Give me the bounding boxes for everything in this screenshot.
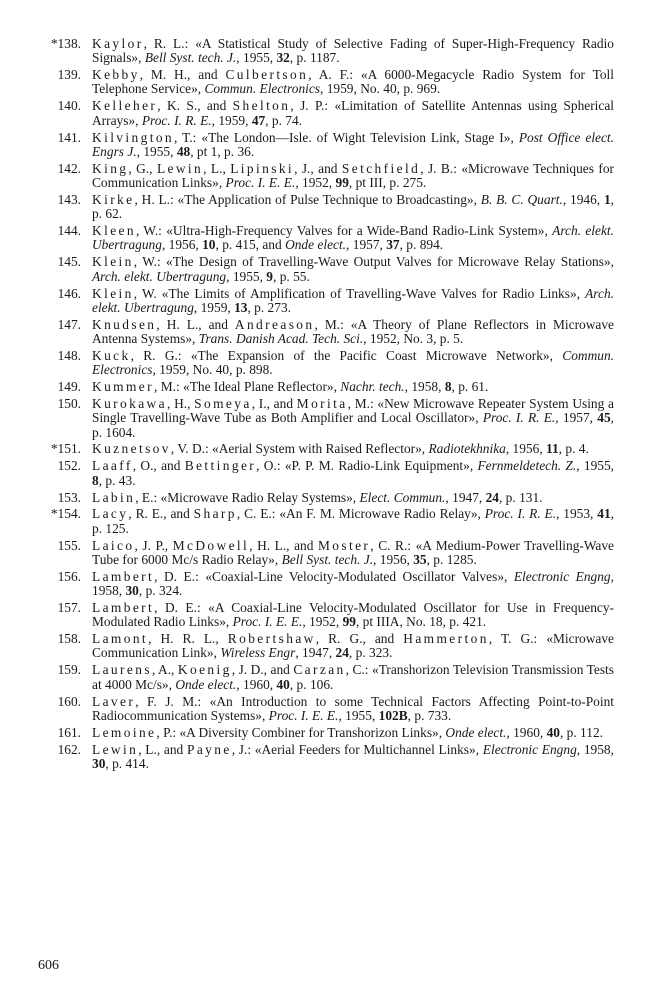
- volume-number: 13: [234, 299, 248, 315]
- publication-title: Electronic Engng: [513, 568, 611, 584]
- reference-number: 152.: [57, 458, 81, 474]
- reference-text: , K. S., and: [157, 98, 233, 114]
- author-name: Kurokawa: [92, 395, 167, 411]
- publication-title: Arch. elekt. Ubertragung: [92, 223, 614, 253]
- reference-text: , 1960,: [236, 676, 277, 692]
- author-name: Lamont: [92, 631, 149, 647]
- reference-text: , R. G.: «The Expansion of the Pacific Coast Microwave Network»,: [130, 347, 563, 363]
- publication-title: Proc. I. E. E.: [225, 175, 296, 191]
- author-name: McDowell: [172, 537, 250, 553]
- reference-entry: [38, 349, 614, 378]
- author-name: Knudsen: [92, 316, 157, 332]
- author-name: Kummer: [92, 379, 154, 395]
- reference-text: , J. B.: «Microwave Techniques for Communication Links»,: [92, 160, 614, 191]
- reference-number: 146.: [57, 285, 81, 301]
- reference-text: , p. 733.: [407, 707, 452, 723]
- publication-title: Bell Syst. tech. J.: [281, 551, 374, 567]
- reference-text: , V. D.: «Aerial System with Raised Reflector»,: [170, 441, 429, 457]
- volume-number: 99: [342, 614, 356, 630]
- author-name: Laurens: [92, 662, 152, 678]
- reference-text: , 1959,: [211, 112, 252, 128]
- reference-text: , D. E.: «Coaxial-Line Velocity-Modulated Oscillator Valves»,: [154, 568, 514, 584]
- reference-text: , W. «The Limits of Amplification of Travelling-Wave Valves for Radio Links»,: [133, 285, 586, 301]
- reference-entry: [38, 570, 614, 599]
- author-name: Robertshaw: [227, 631, 316, 647]
- volume-number: 40: [546, 724, 560, 740]
- author-name: Laver: [92, 693, 136, 709]
- page-number: 606: [38, 958, 59, 973]
- reference-number: 153.: [57, 489, 81, 505]
- author-name: Moster: [317, 537, 371, 553]
- author-name: King: [92, 160, 129, 176]
- author-name: Kirke: [92, 191, 135, 207]
- reference-text: , T. G.: «Microwave Communication Link»,: [92, 631, 614, 661]
- volume-number: 32: [276, 50, 290, 66]
- reference-entry: [38, 224, 614, 253]
- author-name: Payne: [186, 741, 232, 757]
- volume-number: 24: [485, 489, 499, 505]
- reference-entry: [38, 99, 614, 128]
- reference-text: , J., and: [294, 160, 342, 176]
- reference-text: , 1959, No. 40, p. 969.: [320, 81, 441, 97]
- reference-number: 162.: [57, 741, 81, 757]
- author-name: Bettinger: [184, 458, 257, 474]
- reference-text: , 1957,: [555, 410, 598, 426]
- reference-list: [38, 37, 614, 771]
- author-name: Lambert: [92, 568, 155, 584]
- reference-text: , J.: «Aerial Feeders for Multichannel Links»,: [231, 741, 483, 757]
- reference-number: 155.: [57, 537, 81, 553]
- reference-number: 157.: [57, 599, 81, 615]
- publication-title: Radiotekhnika: [428, 441, 506, 457]
- reference-entry: [38, 193, 614, 222]
- reference-text: , J. P.,: [134, 537, 173, 553]
- author-name: Laaff: [92, 458, 133, 474]
- reference-text: , pt III, p. 275.: [348, 175, 427, 191]
- volume-number: 8: [92, 472, 99, 488]
- reference-text: , H. L., and: [249, 537, 318, 553]
- author-name: Laico: [92, 537, 135, 553]
- reference-text: , M.: «New Microwave Repeater System Using a Single Travelling-Wave Tube as Both Amplifier and Local Oscillator»,: [92, 395, 614, 426]
- author-name: Lewin: [92, 741, 139, 757]
- reference-text: , C. R.: «A Medium-Power Travelling-Wave Tube for 6000 Mc/s Radio Relay»,: [92, 537, 615, 567]
- reference-number: 141.: [57, 129, 81, 145]
- volume-number: 1: [603, 191, 611, 207]
- reference-text: , p. 273.: [247, 299, 291, 315]
- reference-text: , p. 131.: [498, 489, 543, 505]
- publication-title: Onde elect.: [445, 724, 507, 740]
- publication-title: Proc. I. E. E.: [232, 614, 303, 630]
- reference-number: *154.: [50, 506, 81, 522]
- reference-text: , O., and: [132, 458, 185, 474]
- reference-number: 145.: [57, 254, 81, 270]
- reference-text: , 1947,: [445, 489, 486, 505]
- publication-title: Proc. I. R. E.: [482, 410, 556, 426]
- author-name: Kebby: [92, 67, 140, 83]
- reference-entry: [38, 37, 614, 66]
- publication-title: Onde elect.: [285, 237, 347, 253]
- reference-text: , 1958,: [404, 379, 445, 395]
- reference-text: , 1956,: [373, 551, 414, 567]
- reference-text: , L., and: [138, 741, 187, 757]
- publication-title: Arch. elekt. Ubertragung: [92, 268, 227, 284]
- volume-number: 10: [202, 237, 216, 253]
- reference-text: , C.: «Transhorizon Television Transmission Tests at 4000 Mc/s»,: [92, 662, 614, 692]
- reference-text: , R. E., and: [128, 506, 194, 522]
- author-name: Lambert: [92, 599, 155, 615]
- volume-number: 37: [386, 237, 400, 253]
- reference-text: , M.: «The Ideal Plane Reflector»,: [154, 379, 341, 395]
- publication-title: Bell Syst. tech. J.: [144, 50, 237, 66]
- author-name: Hammerton: [403, 631, 489, 647]
- reference-text: , p. 1604.: [92, 410, 615, 440]
- reference-entry: [38, 695, 614, 724]
- author-name: Lipinski: [230, 160, 295, 176]
- publication-title: Proc. I. E. E.: [268, 707, 339, 723]
- volume-number: 35: [413, 551, 427, 567]
- reference-entry: [38, 131, 614, 160]
- author-name: Kaylor: [92, 36, 144, 51]
- reference-text: , F. J. M.: «An Introduction to some Technical Factors Affecting Point-to-Point Radiocommunication Systems»,: [92, 693, 614, 723]
- reference-text: , p. 415, and: [215, 237, 286, 253]
- reference-entry: [38, 507, 614, 536]
- volume-number: 8: [444, 379, 452, 395]
- reference-text: , 1960,: [506, 724, 547, 740]
- author-name: Shelton: [232, 98, 291, 114]
- reference-text: , M.: «A Theory of Plane Reflectors in Microwave Antenna Systems»,: [92, 316, 615, 346]
- publication-title: Nachr. tech.: [340, 379, 405, 395]
- volume-number: 11: [546, 441, 559, 457]
- reference-entry: [38, 632, 614, 661]
- reference-number: *138.: [50, 36, 81, 51]
- author-name: Lemoine: [92, 724, 157, 740]
- reference-text: , 1947,: [295, 645, 336, 661]
- reference-text: , O.: «P. P. M. Radio-Link Equipment»,: [256, 458, 478, 474]
- volume-number: 24: [335, 645, 349, 661]
- author-name: Kuznetsov: [92, 441, 171, 457]
- publication-title: Post Office elect. Engrs J.: [92, 129, 614, 159]
- author-name: Klein: [92, 285, 134, 301]
- reference-text: , I., and: [251, 395, 297, 411]
- publication-title: Wireless Engr: [220, 645, 296, 661]
- reference-entry: [38, 459, 614, 488]
- reference-entry: [38, 397, 614, 440]
- reference-number: 142.: [57, 160, 81, 176]
- volume-number: 41: [597, 506, 611, 522]
- reference-text: , J. P.: «Limitation of Satellite Antennas using Spherical Arrays»,: [92, 98, 615, 128]
- reference-text: , 1959,: [193, 299, 235, 315]
- reference-entry: [38, 162, 614, 191]
- author-name: Someya: [194, 395, 252, 411]
- reference-number: 139.: [57, 67, 81, 83]
- reference-number: 148.: [57, 347, 81, 363]
- reference-text: , 1955,: [338, 707, 379, 723]
- reference-text: , P.: «A Diversity Combiner for Transhorizon Links»,: [156, 724, 446, 740]
- reference-text: , 1955,: [136, 143, 177, 159]
- reference-text: , H. L., and: [156, 316, 235, 332]
- reference-text: , A.,: [151, 662, 178, 678]
- author-name: Carzan: [293, 662, 346, 678]
- author-name: Lacy: [92, 506, 129, 522]
- reference-text: , C. E.: «An F. M. Microwave Radio Relay»,: [236, 506, 485, 522]
- reference-text: , H.,: [166, 395, 195, 411]
- author-name: Kelleher: [92, 98, 158, 114]
- reference-text: , G.,: [128, 160, 157, 176]
- publication-title: Proc. I. R. E.: [141, 112, 212, 128]
- reference-entry: [38, 539, 614, 568]
- publication-title: Commun. Electronics: [92, 347, 614, 378]
- reference-text: , 1952,: [295, 175, 336, 191]
- reference-text: , 1952,: [302, 614, 343, 630]
- reference-number: 149.: [57, 379, 81, 395]
- reference-entry: [38, 726, 614, 740]
- reference-entry: [38, 491, 614, 505]
- publication-title: Arch. elekt. Ubertragung: [92, 285, 614, 315]
- reference-text: , p. 106.: [289, 676, 334, 692]
- reference-text: , p. 61.: [451, 379, 489, 395]
- volume-number: 30: [92, 755, 106, 771]
- reference-text: , 1956,: [505, 441, 547, 457]
- publication-title: Commun. Electronics: [204, 81, 321, 97]
- reference-text: , D. E.: «A Coaxial-Line Velocity-Modulated Oscillator for Use in Frequency-Modulated Radio Links»,: [92, 599, 614, 630]
- volume-number: 47: [251, 112, 266, 128]
- author-name: Culbertson: [225, 67, 309, 83]
- publication-title: Trans. Danish Acad. Tech. Sci.: [198, 330, 364, 346]
- volume-number: 102B: [378, 707, 408, 723]
- reference-text: , 1953,: [556, 506, 598, 522]
- reference-text: , 1958,: [576, 741, 614, 757]
- reference-number: 144.: [57, 223, 81, 239]
- reference-number: 158.: [57, 631, 81, 647]
- author-name: Morita: [296, 395, 348, 411]
- reference-entry: [38, 68, 614, 97]
- reference-text: , H. L.: «The Application of Pulse Technique to Broadcasting»,: [134, 191, 481, 207]
- reference-text: , 1952, No. 3, p. 5.: [363, 330, 464, 346]
- reference-text: , W.: «Ultra-High-Frequency Valves for a Wide-Band Radio-Link System»,: [135, 223, 553, 239]
- volume-number: 48: [176, 143, 191, 159]
- author-name: Andreason: [234, 316, 315, 332]
- reference-text: , A. F.: «A 6000-Megacycle Radio System for Toll Telephone Service»,: [92, 67, 614, 97]
- reference-text: , p. 1285.: [426, 551, 477, 567]
- reference-text: , p. 323.: [348, 645, 393, 661]
- author-name: Lewin: [156, 160, 204, 176]
- reference-entry: [38, 287, 614, 316]
- reference-text: , 1955,: [226, 268, 267, 284]
- reference-text: , 1955,: [236, 50, 277, 66]
- reference-text: , W.: «The Design of Travelling-Wave Output Valves for Microwave Relay Stations»,: [133, 254, 614, 270]
- reference-text: , 1959, No. 40, p. 898.: [152, 362, 273, 378]
- reference-text: , M. H., and: [139, 67, 226, 83]
- volume-number: 45: [597, 410, 611, 426]
- reference-text: , pt IIIA, No. 18, p. 421.: [355, 614, 487, 630]
- reference-text: , 1946,: [562, 191, 604, 207]
- reference-text: , 1958,: [92, 568, 614, 599]
- reference-entry: [38, 255, 614, 284]
- reference-entry: [38, 442, 614, 456]
- author-name: Kleen: [92, 223, 136, 239]
- reference-entry: [38, 380, 614, 394]
- reference-text: , p. 125.: [92, 506, 614, 536]
- reference-number: 161.: [57, 724, 81, 740]
- publication-title: Electronic Engng: [482, 741, 577, 757]
- reference-number: 143.: [57, 191, 81, 207]
- reference-text: , p. 4.: [558, 441, 589, 457]
- author-name: Sharp: [193, 506, 237, 522]
- reference-text: , T.: «The London—Isle. of Wight Television Link, Stage I»,: [174, 129, 519, 145]
- reference-text: , p. 1187.: [289, 50, 340, 66]
- publication-title: Fernmeldetech. Z.: [477, 458, 577, 474]
- reference-text: , 1956,: [161, 237, 203, 253]
- reference-number: *151.: [50, 441, 81, 457]
- reference-text: , pt 1, p. 36.: [190, 143, 255, 159]
- reference-text: , p. 894.: [399, 237, 444, 253]
- reference-text: , R. L.: «A Statistical Study of Selective Fading of Super-High-Frequency Radio Signals»,: [92, 36, 614, 66]
- author-name: Klein: [92, 254, 134, 270]
- author-name: Kilvington: [92, 129, 175, 145]
- reference-text: , p. 62.: [92, 191, 615, 222]
- author-name: Setchfield: [341, 160, 421, 176]
- reference-entry: [38, 601, 614, 630]
- volume-number: 30: [125, 583, 139, 599]
- reference-text: , p. 324.: [138, 583, 183, 599]
- reference-number: 159.: [57, 662, 81, 678]
- volume-number: 9: [266, 268, 273, 284]
- reference-number: 140.: [57, 98, 81, 114]
- author-name: Labin: [92, 489, 136, 505]
- reference-number: 150.: [57, 395, 81, 411]
- reference-text: , 1955,: [576, 458, 614, 474]
- publication-title: Elect. Commun.: [359, 489, 446, 505]
- reference-text: , 1957,: [346, 237, 387, 253]
- reference-number: 156.: [57, 568, 81, 584]
- reference-entry: [38, 663, 614, 692]
- reference-text: , p. 112.: [559, 724, 603, 740]
- publication-title: B. B. C. Quart.: [480, 191, 563, 207]
- reference-text: , H. R. L.,: [148, 631, 228, 647]
- reference-entry: [38, 743, 614, 772]
- author-name: Kuck: [92, 347, 131, 363]
- author-name: Koenig: [177, 662, 232, 678]
- reference-text: , p. 55.: [273, 268, 310, 284]
- volume-number: 40: [276, 676, 290, 692]
- reference-text: , L.,: [203, 160, 231, 176]
- reference-text: , p. 74.: [265, 112, 303, 128]
- reference-number: 147.: [57, 316, 81, 332]
- reference-text: , p. 414.: [105, 755, 149, 771]
- reference-entry: [38, 318, 614, 347]
- publication-title: Onde elect.: [175, 676, 237, 692]
- reference-number: 160.: [57, 693, 81, 709]
- reference-text: , J. D., and: [231, 662, 294, 678]
- reference-text: , R. G., and: [315, 631, 404, 647]
- reference-text: , E.: «Microwave Radio Relay Systems»,: [135, 489, 360, 505]
- volume-number: 99: [335, 175, 349, 191]
- reference-text: , p. 43.: [98, 472, 136, 488]
- publication-title: Proc. I. R. E.: [484, 506, 557, 522]
